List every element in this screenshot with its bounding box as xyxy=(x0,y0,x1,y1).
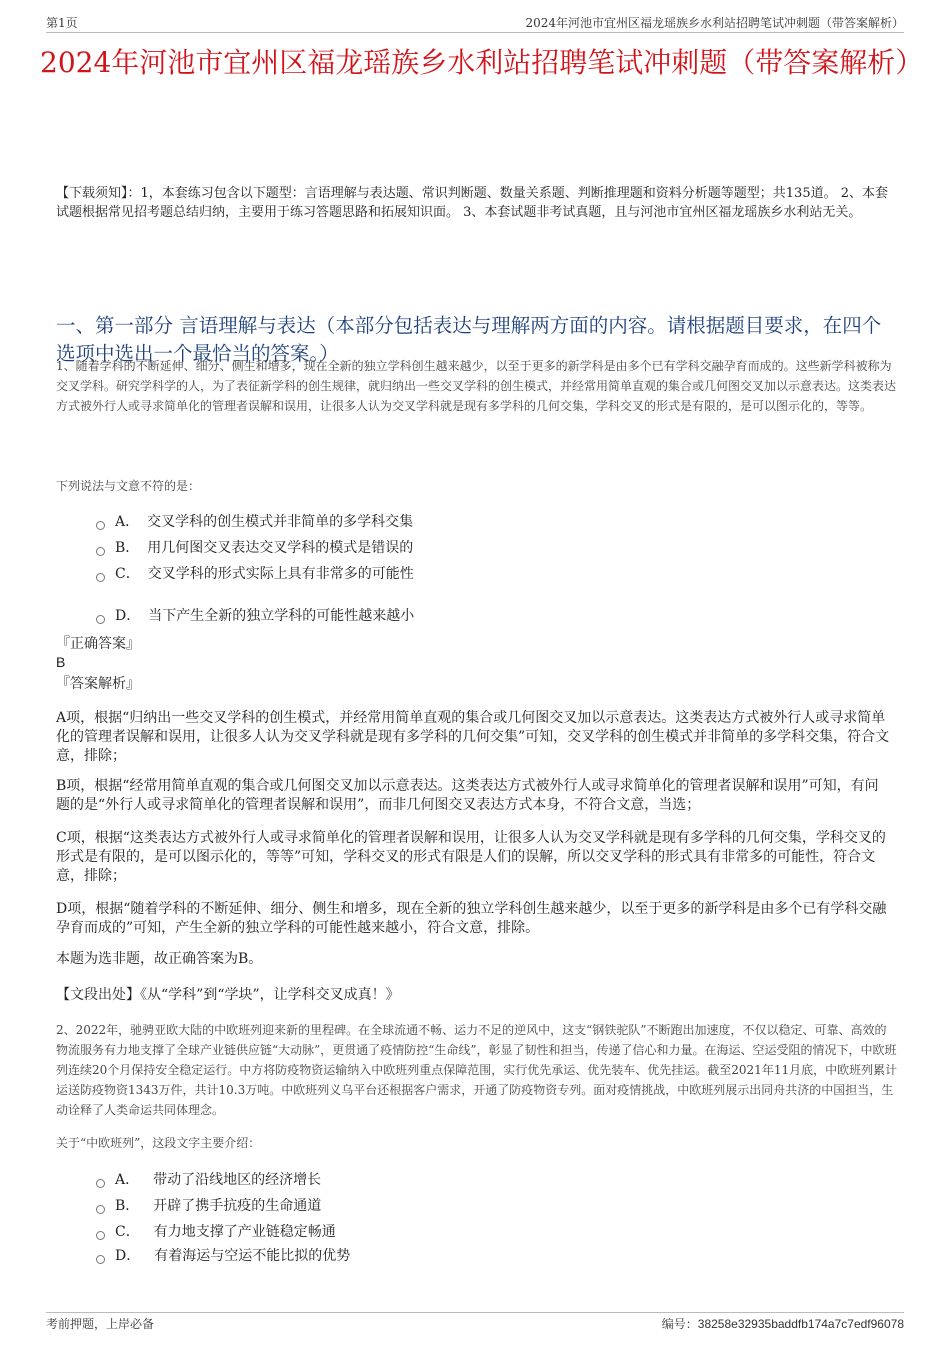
radio-icon[interactable] xyxy=(96,573,105,582)
option-letter: D． xyxy=(115,1248,141,1264)
option-text: 开辟了携手抗疫的生命通道 xyxy=(153,1198,322,1214)
option-letter: B． xyxy=(115,540,140,556)
text-source: 【文段出处】《从“学科”到“学块”，让学科交叉成真！》 xyxy=(56,987,400,1003)
analysis-a: A项，根据“归纳出一些交叉学科的创生模式，并经常用简单直观的集合或几何图交叉加以示意表达。这类表达方式被外行人或寻求简单化的管理者误解和误用，让很多人认为交叉学科就是现有多学科的几何交集”可知，交叉学科的创生模式并非简单的多学科交集，符合文意，排除； xyxy=(56,710,890,764)
analysis-c: C项，根据“这类表达方式被外行人或寻求简单化的管理者误解和误用，让很多人认为交叉学科就是现有多学科的几何交集，学科交叉的形式是有限的，是可以图示化的，等等”可知，学科交叉的形式有限是人们的误解，所以交叉学科的形式具有非常多的可能性，符合文意，排除； xyxy=(56,830,886,884)
option-text: 有着海运与空运不能比拟的优势 xyxy=(154,1248,351,1264)
option-text: 有力地支撑了产业链稳定畅通 xyxy=(153,1224,336,1240)
download-notice: 【下载须知】：1，本套练习包含以下题型：言语理解与表达题、常识判断题、数量关系题、判断推理题和资料分析题等题型；共135道。 2、本套试题根据常见招考题总结归纳，主要用于练习答题思路和拓展知识面。 3、本套试题非考试真题，且与河池市宜州区福龙瑶族乡水利站无关。 xyxy=(56,186,888,220)
answer-label: 『正确答案』 xyxy=(56,636,140,652)
analysis-label: 『答案解析』 xyxy=(56,676,140,692)
code-value: 38258e32935baddfb174a7c7edf96078 xyxy=(697,1317,904,1331)
q2-option-d[interactable] xyxy=(96,1246,350,1266)
code-label: 编号： xyxy=(661,1317,698,1331)
option-text: 当下产生全新的独立学科的可能性越来越小 xyxy=(148,608,415,624)
option-letter: C． xyxy=(115,1224,140,1240)
radio-icon[interactable] xyxy=(96,1205,105,1214)
radio-icon[interactable] xyxy=(96,1231,105,1240)
option-letter: B． xyxy=(115,1198,140,1214)
analysis-conclusion: 本题为选非题，故正确答案为B。 xyxy=(56,951,263,967)
q1-option-c[interactable] xyxy=(96,564,414,584)
q2-option-a[interactable] xyxy=(96,1170,321,1190)
analysis-b: B项，根据“经常用简单直观的集合或几何图交叉加以示意表达。这类表达方式被外行人或寻求简单化的管理者误解和误用”可知，有问题的是“外行人或寻求简单化的管理者误解和误用”，而非几何图交叉表达方式本身，不符合文意，当选； xyxy=(56,778,879,813)
header-doc-name: 2024年河池市宜州区福龙瑶族乡水利站招聘笔试冲刺题（带答案解析） xyxy=(525,16,904,30)
q1-option-b[interactable] xyxy=(96,538,413,558)
page-header xyxy=(46,14,904,33)
document-code xyxy=(662,1315,904,1332)
option-letter: D． xyxy=(115,608,141,624)
option-letter: C． xyxy=(115,566,140,582)
radio-icon[interactable] xyxy=(96,521,105,530)
question-2-prompt: 关于“中欧班列”，这段文字主要介绍： xyxy=(56,1136,261,1150)
question-2-text: 2、2022年，驰骋亚欧大陆的中欧班列迎来新的里程碑。在全球流通不畅、运力不足的逆风中，这支“钢铁驼队”不断跑出加速度，不仅以稳定、可靠、高效的物流服务有力地支撑了全球产业链供应链“大动脉”，更贯通了疫情防控“生命线”，彰显了韧性和担当，传递了信心和力量。在海运、空运受阻的情况下，中欧班列连续20个月保持安全稳定运行。中方将防疫物资运输纳入中欧班列重点保障范围，实行优先承运、优先装车、优先挂运。截至2021年11月底，中欧班列累计运送防疫物资1343万件，共计10.3万吨。中欧班列义乌平台还根据客户需求，开通了防疫物资专列。面对疫情挑战，中欧班列展示出同舟共济的中国担当，生动诠释了人类命运共同体理念。 xyxy=(56,1023,898,1117)
page-number: 第1页 xyxy=(46,16,78,30)
option-text: 用几何图交叉表达交叉学科的模式是错误的 xyxy=(147,540,414,556)
option-text: 带动了沿线地区的经济增长 xyxy=(153,1172,322,1188)
q2-option-c[interactable] xyxy=(96,1222,336,1242)
document-title: 2024年河池市宜州区福龙瑶族乡水利站招聘笔试冲刺题（带答案解析） xyxy=(40,46,924,79)
option-text: 交叉学科的形式实际上具有非常多的可能性 xyxy=(147,566,414,582)
q2-option-b[interactable] xyxy=(96,1196,321,1216)
option-letter: A． xyxy=(115,514,140,530)
section-title: 一、第一部分 言语理解与表达（本部分包括表达与理解两方面的内容。请根据题目要求，在四个选项中选出一个最恰当的答案。） xyxy=(56,314,882,365)
radio-icon[interactable] xyxy=(96,1179,105,1188)
option-letter: A． xyxy=(115,1172,140,1188)
question-1-prompt: 下列说法与文意不符的是： xyxy=(56,479,201,493)
radio-icon[interactable] xyxy=(96,1255,105,1264)
page-footer xyxy=(46,1312,904,1333)
option-text: 交叉学科的创生模式并非简单的多学科交集 xyxy=(147,514,414,530)
q1-option-a[interactable] xyxy=(96,512,413,532)
q1-option-d[interactable] xyxy=(96,606,414,626)
radio-icon[interactable] xyxy=(96,547,105,556)
correct-answer: B xyxy=(56,654,66,670)
question-1-text: 1、随着学科的不断延伸、细分、侧生和增多，现在全新的独立学科创生越来越少，以至于更多的新学科是由多个已有学科交融孕育而成的。这些新学科被称为交叉学科。研究学科学的人，为了表征新学科的创生规律，就归纳出一些交叉学科的创生模式，并经常用简单直观的集合或几何图交叉加以示意表达。这类表达方式被外行人或寻求简单化的管理者误解和误用，让很多人认为交叉学科就是现有多学科的几何交集，学科交叉的形式是有限的，是可以图示化的，等等。 xyxy=(56,359,897,413)
radio-icon[interactable] xyxy=(96,615,105,624)
footer-slogan: 考前押题，上岸必备 xyxy=(46,1317,155,1331)
analysis-d: D项，根据“随着学科的不断延伸、细分、侧生和增多，现在全新的独立学科创生越来越少，以至于更多的新学科是由多个已有学科交融孕育而成的”可知，产生全新的独立学科的可能性越来越小，符合文意，排除。 xyxy=(56,901,887,936)
